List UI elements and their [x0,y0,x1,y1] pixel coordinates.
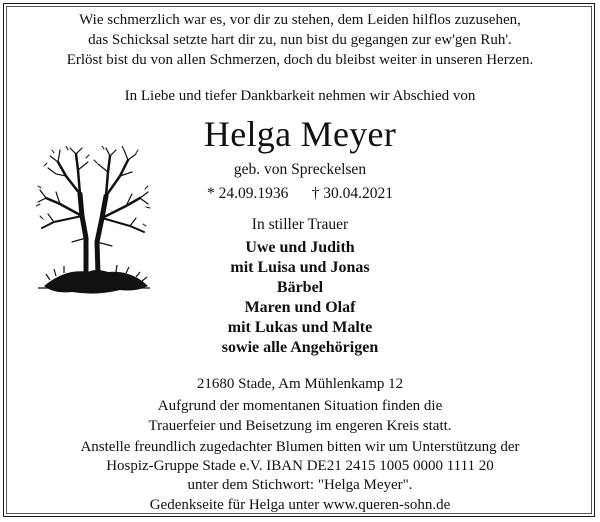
mourner-line-3: Bärbel [276,279,324,296]
life-dates: * 24.09.1936 † 30.04.2021 [207,185,393,202]
mourner-line-1: Uwe und Judith [245,239,355,256]
mourner-line-5: mit Lukas und Malte [227,319,373,336]
mourner-line-6: sowie alle Angehörigen [221,339,379,356]
mourning-label: In stiller Trauer [251,216,349,233]
poem-line-2: das Schicksal setzte hart dir zu, nun bist du gegangen zur ew'gen Ruh'. [88,32,512,48]
donation-line-2: Hospiz-Gruppe Stade e.V. IBAN DE21 2415 1005 0000 1111 20 [106,458,494,474]
tree-icon [36,146,152,298]
notice-line-1: Aufgrund der momentanen Situation finden die [157,398,443,414]
poem-line-3: Erlöst bist du von allen Schmerzen, doch du bleibst weiter in unseren Herzen. [66,52,534,68]
poem-line-1: Wie schmerzlich war es, vor dir zu stehen, dem Leiden hilflos zuzusehen, [79,12,521,28]
donation-line-1: Anstelle freundlich zugedachter Blumen bitten wir um Unterstützung der [80,439,520,455]
donation-line-3: unter dem Stichwort: "Helga Meyer". [187,477,413,493]
farewell-intro: In Liebe und tiefer Dankbarkeit nehmen wir Abschied von [124,88,476,104]
mourner-line-4: Maren und Olaf [244,299,356,316]
mourner-line-2: mit Luisa und Jonas [230,259,370,276]
address: 21680 Stade, Am Mühlenkamp 12 [196,376,404,392]
deceased-name: Helga Meyer [203,114,397,154]
memorial-page-link[interactable]: Gedenkseite für Helga unter www.queren-sohn.de [149,497,451,513]
birth-name: geb. von Spreckelsen [233,161,367,178]
notice-line-2: Trauerfeier und Beisetzung im engeren Kreis statt. [148,418,452,434]
